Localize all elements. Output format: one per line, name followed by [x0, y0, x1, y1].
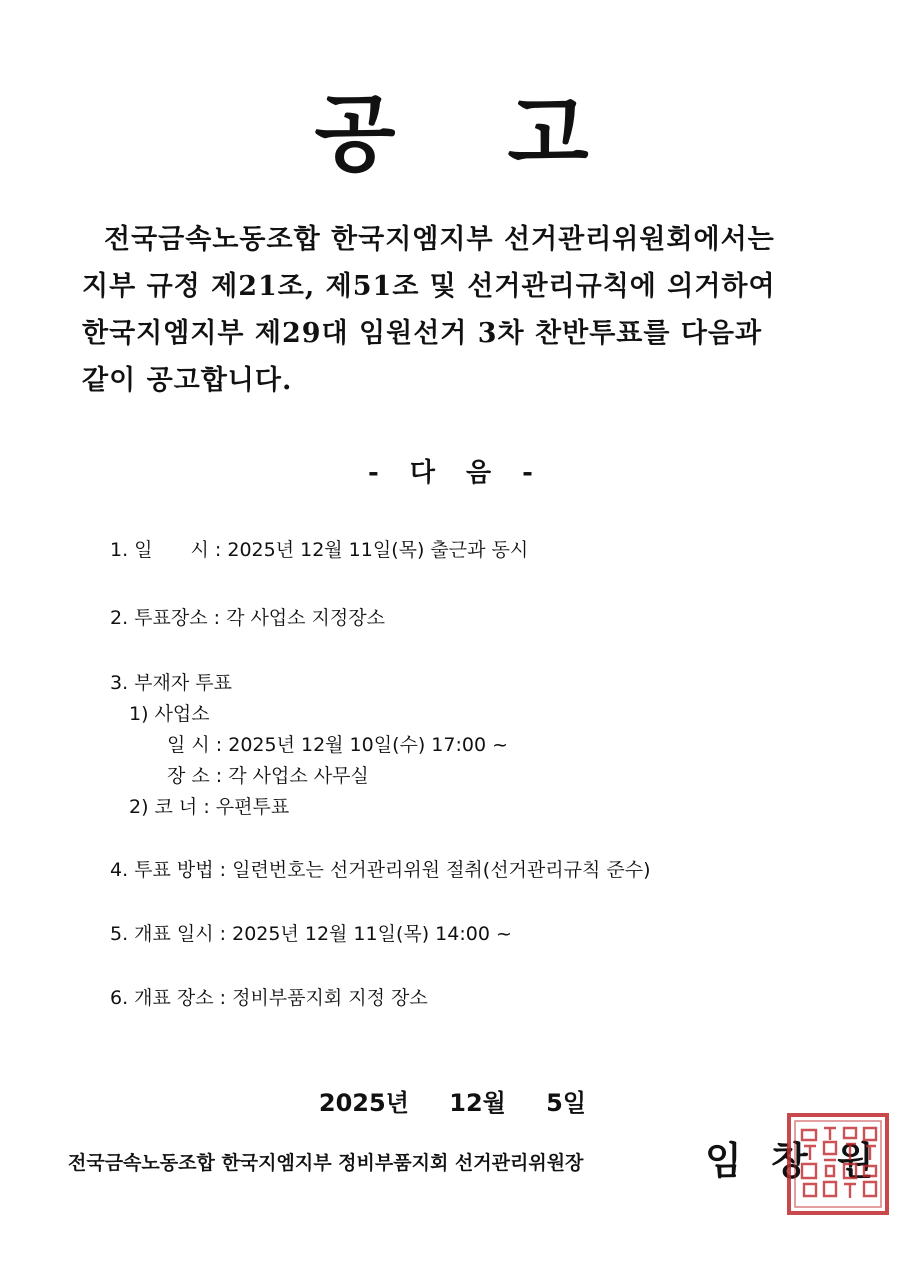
title-char-1: 공 — [314, 84, 398, 183]
item-3-sub-2: 2) 코 너 : 우편투표 — [110, 796, 290, 818]
document-title — [0, 84, 905, 183]
intro-line-2: 지부 규정 제21조, 제51조 및 선거관리규칙에 의거하여 — [82, 271, 776, 302]
item-5-count-datetime: 5. 개표 일시 : 2025년 12월 11일(목) 14:00 ~ — [110, 923, 512, 945]
intro-line-4: 같이 공고합니다. — [82, 365, 293, 396]
intro-line-3: 한국지엠지부 제29대 임원선거 3차 찬반투표를 다음과 — [82, 318, 763, 349]
official-seal-stamp — [786, 1112, 890, 1216]
item-1-datetime: 1. 일 시 : 2025년 12월 11일(목) 출근과 동시 — [110, 539, 529, 561]
item-3-sub-1: 1) 사업소 — [110, 703, 210, 725]
item-3-sub-1-place: 장 소 : 각 사업소 사무실 — [110, 765, 369, 787]
signature-name: 임 창 원 — [705, 1139, 882, 1183]
title-char-2: 고 — [507, 84, 591, 183]
item-3-sub-1-datetime: 일 시 : 2025년 12월 10일(수) 17:00 ~ — [110, 734, 509, 756]
following-label: - 다 음 - — [368, 458, 537, 488]
notice-date: 2025년 12월 5일 — [318, 1089, 587, 1117]
item-2-location: 2. 투표장소 : 각 사업소 지정장소 — [110, 607, 385, 629]
item-6-count-place: 6. 개표 장소 : 정비부품지회 지정 장소 — [110, 987, 428, 1009]
intro-paragraph — [82, 216, 842, 404]
signature-org: 전국금속노동조합 한국지엠지부 정비부품지회 선거관리위원장 — [68, 1152, 584, 1174]
item-3-absentee-vote: 3. 부재자 투표 — [110, 672, 232, 694]
intro-line-1: 전국금속노동조합 한국지엠지부 선거관리위원회에서는 — [104, 224, 775, 255]
item-4-method: 4. 투표 방법 : 일련번호는 선거관리위원 절취(선거관리규칙 준수) — [110, 859, 651, 881]
